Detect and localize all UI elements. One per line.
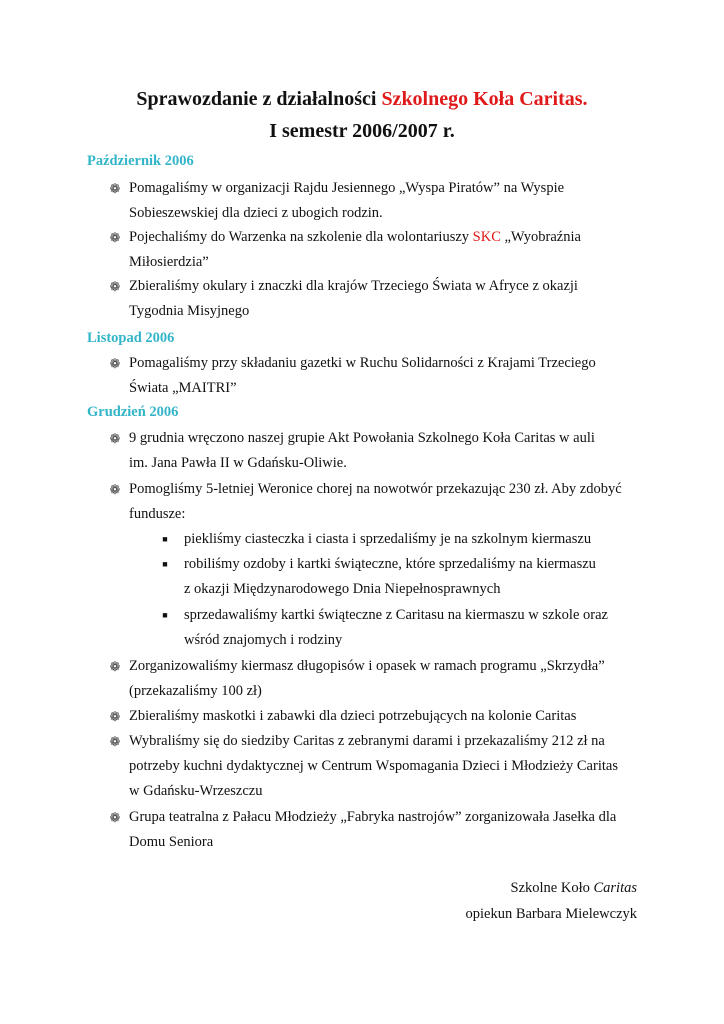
- list-item: ❁ Pomogliśmy 5-letniej Weronice chorej na nowotwór przekazując 230 zł. Aby zdobyć fundusze:: [108, 477, 648, 527]
- list-item: ❁ Pomagaliśmy w organizacji Rajdu Jesiennego „Wyspa Piratów” na Wyspie Sobieszewskiej dla dzieci z ubogich rodzin.: [108, 176, 648, 226]
- list-item: ❁ Zorganizowaliśmy kiermasz długopisów i opasek w ramach programu „Skrzydła” (przekazaliśmy 100 zł): [108, 654, 648, 704]
- flower-bullet-icon: ❁: [109, 230, 121, 245]
- flower-bullet-icon: ❁: [109, 482, 121, 497]
- signature-name: opiekun Barbara Mielewczyk: [465, 906, 637, 922]
- flower-bullet-icon: ❁: [109, 181, 121, 196]
- flower-bullet-icon: ❁: [109, 709, 121, 724]
- square-bullet-icon: ■: [162, 559, 168, 569]
- square-bullet-icon: ■: [162, 610, 168, 620]
- sub-list-item: ■ sprzedawaliśmy kartki świąteczne z Caritasu na kiermaszu w szkole oraz wśród znajomych i rodziny: [160, 603, 640, 653]
- flower-bullet-icon: ❁: [109, 810, 121, 825]
- flower-bullet-icon: ❁: [109, 734, 121, 749]
- list-item: ❁ Zbieraliśmy okulary i znaczki dla krajów Trzeciego Świata w Afryce z okazji Tygodnia Misyjnego: [108, 274, 648, 324]
- skc-highlight: SKC: [472, 229, 501, 245]
- flower-bullet-icon: ❁: [109, 279, 121, 294]
- report-subtitle: I semestr 2006/2007 r.: [269, 120, 455, 142]
- signature-org: Szkolne Koło Caritas: [510, 880, 637, 896]
- list-item: ❁ Wybraliśmy się do siedziby Caritas z zebranymi darami i przekazaliśmy 212 zł na potrzeby kuchni dydaktycznej w Centrum Wspomagania Dzieci i Młodzieży Caritas w Gdańsku-Wrzeszczu: [108, 729, 648, 804]
- section-month-november: Listopad 2006: [87, 330, 175, 346]
- sub-list-item: ■ piekliśmy ciasteczka i ciasta i sprzedaliśmy je na szkolnym kiermaszu: [160, 527, 640, 552]
- list-item: ❁ Pomagaliśmy przy składaniu gazetki w Ruchu Solidarności z Krajami Trzeciego Świata „MAITRI”: [108, 351, 648, 401]
- sub-list-item: ■ robiliśmy ozdoby i kartki świąteczne, które sprzedaliśmy na kiermaszu z okazji Międzynarodowego Dnia Niepełnosprawnych: [160, 552, 640, 602]
- title-prefix: Sprawozdanie z działalności: [136, 88, 382, 110]
- title-highlight: Szkolnego Koła Caritas.: [381, 88, 588, 110]
- flower-bullet-icon: ❁: [109, 659, 121, 674]
- list-item: ❁ Pojechaliśmy do Warzenka na szkolenie dla wolontariuszy SKC „Wyobraźnia Miłosierdzia”: [108, 225, 648, 275]
- list-item: ❁ 9 grudnia wręczono naszej grupie Akt Powołania Szkolnego Koła Caritas w auli im. Jana Pawła II w Gdańsku-Oliwie.: [108, 426, 648, 476]
- square-bullet-icon: ■: [162, 534, 168, 544]
- flower-bullet-icon: ❁: [109, 431, 121, 446]
- list-item: ❁ Grupa teatralna z Pałacu Młodzieży „Fabryka nastrojów” zorganizowała Jasełka dla Domu Seniora: [108, 805, 648, 855]
- report-title: [0, 88, 724, 111]
- section-month-december: Grudzień 2006: [87, 404, 179, 420]
- list-item: ❁ Zbieraliśmy maskotki i zabawki dla dzieci potrzebujących na kolonie Caritas: [108, 704, 648, 729]
- flower-bullet-icon: ❁: [109, 356, 121, 371]
- section-month-october: Październik 2006: [87, 153, 194, 169]
